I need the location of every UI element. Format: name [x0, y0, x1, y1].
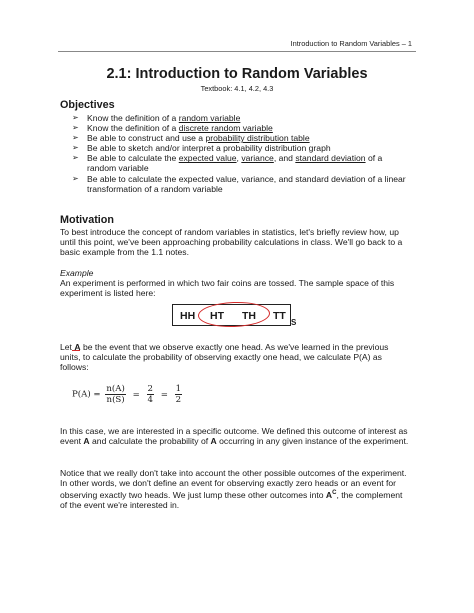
- example-label: Example: [60, 268, 94, 278]
- arrow-bullet-icon: ➢: [72, 173, 79, 183]
- outcome-ht: HT: [210, 310, 224, 322]
- outcome-tt: TT: [273, 310, 286, 322]
- objective-item: ➢ Be able to calculate the expected value, variance, and standard deviation of a random variable: [72, 153, 383, 174]
- header-rule: [58, 51, 416, 52]
- objective-item: ➢ Be able to calculate the expected value, variance, and standard deviation of a linear transformation of a random variable: [72, 173, 406, 194]
- arrow-bullet-icon: ➢: [72, 113, 79, 122]
- outcome-hh: HH: [180, 310, 196, 322]
- example-text: An experiment is performed in which two fair coins are tossed. The sample space of this experiment is listed here:: [60, 278, 395, 299]
- motivation-heading: Motivation: [60, 214, 114, 226]
- fraction: $\frac{1}{2}$: [175, 384, 182, 405]
- objective-item: ➢ Be able to sketch and/or interpret a probability distribution graph: [72, 143, 331, 154]
- sample-space-label: S: [291, 318, 297, 327]
- arrow-bullet-icon: ➢: [72, 153, 79, 163]
- event-definition: Let A be the event that we observe exactly one head. As we've learned in the previous units, to calculate the probability of observing exactly one head, we calculate P(A) as follows:: [60, 342, 389, 373]
- paragraph-specific-outcome: In this case, we are interested in a specific outcome. We defined this outcome of interest as event A and calculate the probability of A occurring in any given instance of the experiment.: [60, 426, 409, 447]
- arrow-bullet-icon: ➢: [72, 123, 79, 133]
- event-letter: A: [74, 342, 81, 352]
- red-underline-annotation: [72, 350, 80, 351]
- paragraph-complement: Notice that we really don't take into account the other possible outcomes of the experiment. In other words, we don't define an event for observing exactly zero heads or an event for observing exactly two heads. We just lump these other outcomes into $A^C$, the complement of the event we're interested in.: [60, 468, 407, 511]
- fraction: $\frac{n(A)}{n(S)}$: [106, 384, 125, 405]
- fraction: $\frac{2}{4}$: [147, 384, 153, 405]
- running-header: Introduction to Random Variables – 1: [290, 39, 412, 48]
- probability-formula: P(A) = $\frac{n(A)}{n(S)}$ = $\frac{2}{4}$ = $\frac{1}{2}$: [72, 384, 182, 405]
- objective-item: ➢ Know the definition of a discrete random variable: [72, 123, 273, 134]
- page-title: 2.1: Introduction to Random Variables: [106, 66, 368, 82]
- objectives-list: [72, 113, 412, 194]
- objective-item: ➢ Know the definition of a random variable: [72, 113, 241, 123]
- motivation-intro: To best introduce the concept of random variables in statistics, let's briefly review how, up until this point, we've been approaching probability calculations in class. We'll go back to a basic example from the 1.1 notes.: [60, 227, 403, 258]
- objectives-heading: Objectives: [60, 99, 115, 111]
- outcome-th: TH: [242, 310, 256, 322]
- objective-item: ➢ Be able to construct and use a probability distribution table: [72, 133, 310, 144]
- arrow-bullet-icon: ➢: [72, 133, 79, 143]
- page-subtitle: Textbook: 4.1, 4.2, 4.3: [200, 84, 274, 93]
- arrow-bullet-icon: ➢: [72, 143, 79, 153]
